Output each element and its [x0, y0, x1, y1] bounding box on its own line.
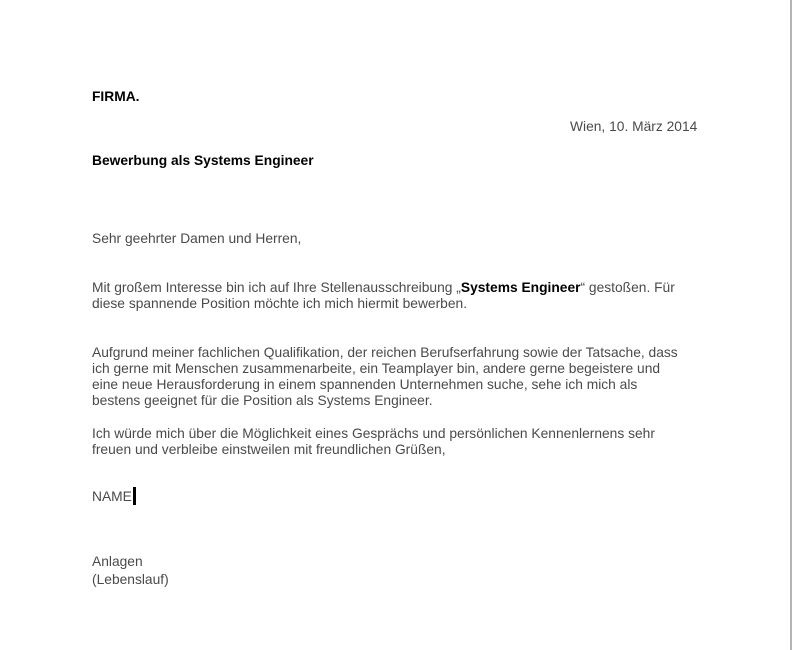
signature-line[interactable] [92, 487, 136, 505]
subject-line[interactable]: Bewerbung als Systems Engineer [92, 153, 314, 168]
body-line[interactable]: Aufgrund meiner fachlichen Qualifikation, der reichen Berufserfahrung sowie der Tatsache, dass [92, 345, 678, 360]
enclosures-block [92, 553, 169, 589]
body-line[interactable] [92, 280, 675, 296]
signature-name: NAME [92, 489, 132, 504]
text-cursor [133, 487, 136, 505]
sender-company[interactable]: FIRMA. [92, 89, 140, 104]
paragraph-intro [92, 280, 675, 312]
body-line[interactable]: bestens geeignet für die Position als Systems Engineer. [92, 393, 433, 408]
body-line-text: “ gestoßen. Für [580, 280, 675, 295]
salutation[interactable]: Sehr geehrter Damen und Herren, [92, 231, 302, 246]
body-line[interactable]: ich gerne mit Menschen zusammenarbeite, ein Teamplayer bin, andere gerne begeistere und [92, 361, 661, 376]
date-line[interactable]: Wien, 10. März 2014 [570, 119, 698, 134]
body-line[interactable]: diese spannende Position möchte ich mich hiermit bewerben. [92, 296, 468, 311]
body-line-text: Mit großem Interesse bin ich auf Ihre Stellenausschreibung „ [92, 280, 461, 295]
enclosures-label[interactable]: Anlagen [92, 554, 143, 569]
body-line[interactable]: Ich würde mich über die Möglichkeit eines Gesprächs und persönlichen Kennenlernens sehr [92, 426, 655, 441]
body-line[interactable]: eine neue Herausforderung in einem spannenden Unternehmen suche, sehe ich mich als [92, 377, 638, 392]
body-line[interactable]: freuen und verbleibe einstweilen mit freundlichen Grüßen, [92, 442, 446, 457]
position-title-bold: Systems Engineer [460, 280, 581, 295]
enclosure-item[interactable]: (Lebenslauf) [92, 572, 169, 587]
paragraph-closing [92, 426, 655, 458]
paragraph-qualification [92, 345, 678, 409]
